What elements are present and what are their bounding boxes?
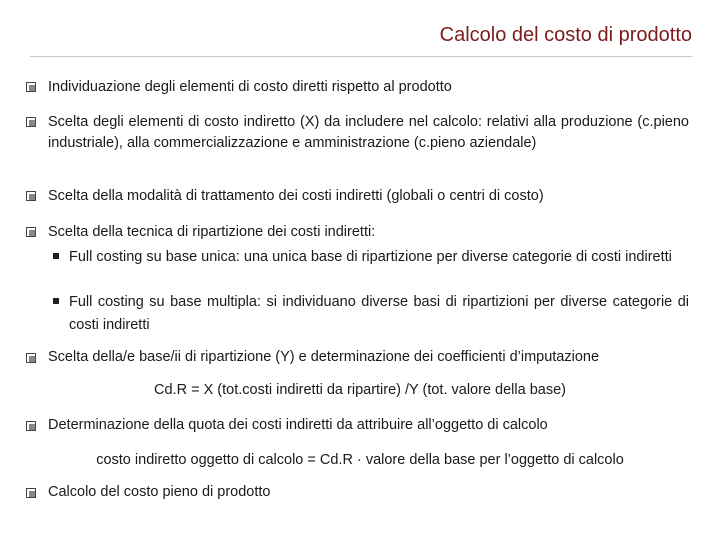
bullet-item: Scelta della modalità di trattamento dei costi indiretti (globali o centri di costo): [48, 188, 544, 204]
square-bullet-icon: [26, 117, 36, 127]
formula-line: Cd.R = X (tot.costi indiretti da ripartire) /Y (tot. valore della base): [154, 382, 566, 398]
sub-bullet-icon: [53, 253, 59, 259]
square-bullet-icon: [26, 421, 36, 431]
sub-bullet-item: Full costing su base multipla: si individuano diverse basi di ripartizioni per diverse categorie di costi indiretti: [69, 294, 689, 333]
bullet-item: Scelta della tecnica di ripartizione dei costi indiretti:: [48, 224, 376, 240]
bullet-item: Calcolo del costo pieno di prodotto: [48, 484, 271, 500]
square-bullet-icon: [26, 353, 36, 363]
square-bullet-icon: [26, 227, 36, 237]
square-bullet-icon: [26, 82, 36, 92]
sub-bullet-item: Full costing su base unica: una unica base di ripartizione per diverse categorie di costi indiretti: [69, 249, 672, 265]
slide-title: Calcolo del costo di prodotto: [439, 24, 692, 46]
title-divider: [30, 56, 692, 57]
sub-bullet-icon: [53, 298, 59, 304]
bullet-item: Determinazione della quota dei costi indiretti da attribuire all’oggetto di calcolo: [48, 417, 548, 433]
formula-line: costo indiretto oggetto di calcolo = Cd.R · valore della base per l’oggetto di calcolo: [96, 452, 624, 468]
bullet-item: Scelta della/e base/ii di ripartizione (Y) e determinazione dei coefficienti d’imputazione: [48, 349, 600, 365]
bullet-item: Individuazione degli elementi di costo diretti rispetto al prodotto: [48, 79, 452, 95]
bullet-item: Scelta degli elementi di costo indiretto (X) da includere nel calcolo: relativi alla produzione (c.pieno industriale), alla commercializzazione e amministrazione (c.pieno aziendale): [48, 114, 689, 151]
square-bullet-icon: [26, 191, 36, 201]
square-bullet-icon: [26, 488, 36, 498]
